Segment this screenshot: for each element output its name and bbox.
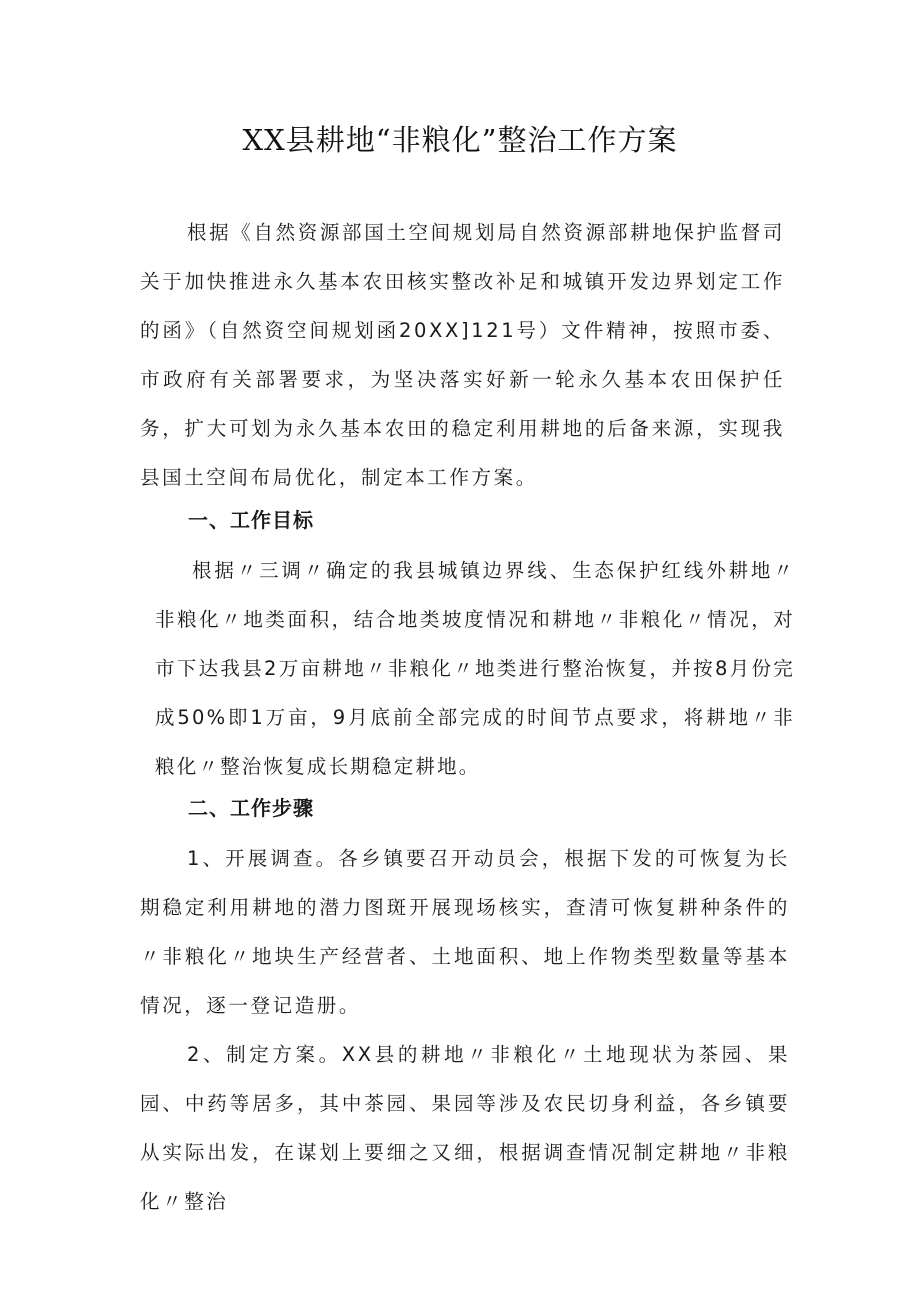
- section-heading-goals: 一、工作目标: [188, 508, 314, 532]
- intro-paragraph: 根据《自然资源部国土空间规划局自然资源部耕地保护监督司关于加快推进永久基本农田核实整改补足和城镇开发边界划定工作的函》（自然资空间规划函20XX]121号）文件精神，按照市委、市政府有关部署要求，为坚决落实好新一轮永久基本农田保护任务，扩大可划为永久基本农田的稳定利用耕地的后备来源，实现我县国土空间布局优化，制定本工作方案。: [140, 221, 785, 489]
- goals-paragraph: 根据〃三调〃确定的我县城镇边界线、生态保护红线外耕地〃非粮化〃地类面积，结合地类坡度情况和耕地〃非粮化〃情况，对市下达我县2万亩耕地〃非粮化〃地类进行整治恢复，并按8月份完成50%即1万亩，9月底前全部完成的时间节点要求，将耕地〃非粮化〃整治恢复成长期稳定耕地。: [155, 559, 795, 778]
- document-title: XX县耕地“非粮化”整治工作方案: [242, 123, 678, 157]
- step-survey-paragraph: 1、开展调查。各乡镇要召开动员会，根据下发的可恢复为长期稳定利用耕地的潜力图斑开展现场核实，查清可恢复耕种条件的〃非粮化〃地块生产经营者、土地面积、地上作物类型数量等基本情况，逐一登记造册。: [140, 847, 790, 1017]
- section-heading-steps: 二、工作步骤: [188, 796, 314, 820]
- step-plan-paragraph: 2、制定方案。XX县的耕地〃非粮化〃土地现状为茶园、果园、中药等居多，其中茶园、果园等涉及农民切身利益，各乡镇要从实际出发，在谋划上要细之又细，根据调查情况制定耕地〃非粮化〃整治: [140, 1043, 790, 1213]
